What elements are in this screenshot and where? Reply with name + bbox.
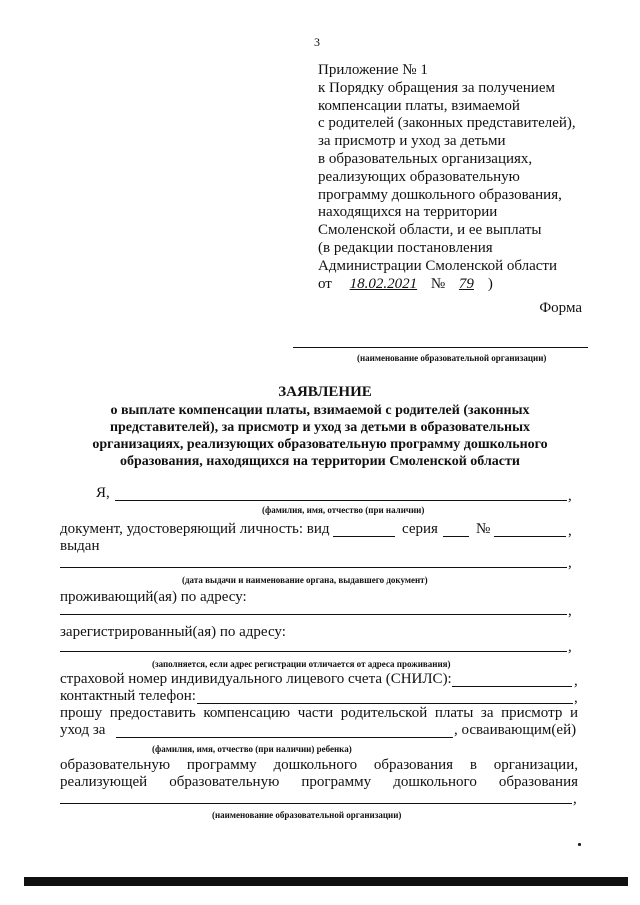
comma: ,: [568, 639, 572, 655]
series-field[interactable]: [443, 536, 469, 537]
appendix-line: Смоленской области, и ее выплаты: [318, 222, 542, 239]
appendix-line: Администрации Смоленской области: [318, 257, 557, 274]
document-label: документ, удостоверяющий личность: вид: [60, 521, 330, 537]
form-label: Форма: [539, 300, 582, 316]
document-subtitle: [60, 402, 580, 470]
close-paren: ): [487, 275, 493, 292]
issued-field[interactable]: [60, 567, 567, 568]
snils-field[interactable]: [452, 686, 572, 687]
comma: ,: [573, 791, 577, 807]
child-caption: (фамилия, имя, отчество (при наличии) ребенка): [152, 744, 352, 754]
appendix-header: [318, 62, 618, 293]
subtitle-line: образования, находящихся на территории Смоленской области: [120, 454, 520, 469]
appendix-line: к Порядку обращения за получением: [318, 79, 555, 96]
ya-label: Я,: [96, 485, 110, 501]
comma: ,: [574, 690, 578, 706]
doc-number-label: №: [476, 521, 491, 537]
comma: ,: [568, 555, 572, 571]
comma: ,: [568, 488, 572, 504]
appendix-line: с родителей (законных представителей),: [318, 115, 576, 132]
organization-name-line[interactable]: [293, 347, 588, 348]
issued-label: выдан: [60, 538, 100, 554]
subtitle-line: о выплате компенсации платы, взимаемой с родителей (законных: [110, 403, 530, 418]
registered-address-field[interactable]: [60, 651, 567, 652]
comma: ,: [568, 603, 572, 619]
document-type-field[interactable]: [333, 536, 395, 537]
handwritten-date: 18.02.2021: [349, 275, 418, 292]
snils-label: страховой номер индивидуального лицевого счета (СНИЛС):: [60, 671, 452, 687]
issued-caption: (дата выдачи и наименование органа, выдавшего документ): [182, 575, 428, 585]
appendix-line: находящихся на территории: [318, 204, 498, 221]
appendix-line: Приложение № 1: [318, 62, 428, 78]
date-prefix: от: [318, 275, 332, 292]
care-label: уход за: [60, 722, 106, 738]
mastering-label: , осваивающим(ей): [454, 722, 577, 738]
series-label: серия: [402, 521, 438, 537]
appendix-line: за присмотр и уход за детьми: [318, 133, 506, 150]
organization-caption: (наименование образовательной организации): [357, 353, 547, 363]
child-name-field[interactable]: [116, 737, 453, 738]
appendix-line: программу дошкольного образования,: [318, 186, 562, 203]
residence-address-field[interactable]: [60, 614, 567, 615]
scan-edge-bar: [24, 877, 628, 886]
doc-number-field[interactable]: [494, 536, 566, 537]
scan-speck: [578, 843, 581, 846]
subtitle-line: представителей), за присмотр и уход за детьми в образовательных: [109, 420, 531, 435]
registered-label: зарегистрированный(ая) по адресу:: [60, 624, 286, 640]
document-title: ЗАЯВЛЕНИЕ: [278, 384, 372, 400]
program-line: реализующей образовательную программу дошкольного образования: [60, 774, 578, 790]
subtitle-line: организациях, реализующих образовательную программу дошкольного: [92, 437, 548, 452]
comma: ,: [574, 673, 578, 689]
residence-label: проживающий(ая) по адресу:: [60, 589, 247, 605]
appendix-line: компенсации платы, взимаемой: [318, 97, 520, 114]
page-number: 3: [314, 35, 320, 49]
fio-caption: (фамилия, имя, отчество (при наличии): [262, 505, 425, 515]
fio-field[interactable]: [115, 500, 567, 501]
handwritten-number: 79: [458, 275, 474, 292]
appendix-line: реализующих образовательную: [318, 168, 520, 185]
registered-caption: (заполняется, если адрес регистрации отличается от адреса проживания): [152, 659, 451, 669]
appendix-line: (в редакции постановления: [318, 239, 493, 256]
program-line: образовательную программу дошкольного образования в организации,: [60, 757, 578, 773]
comma: ,: [568, 523, 572, 539]
phone-field[interactable]: [197, 703, 573, 704]
organization-field[interactable]: [60, 803, 572, 804]
phone-label: контактный телефон:: [60, 688, 196, 704]
request-text: прошу предоставить компенсацию части родительской платы за присмотр и: [60, 705, 578, 721]
resolution-date-line: [318, 276, 618, 294]
appendix-line: в образовательных организациях,: [318, 150, 533, 167]
number-prefix: №: [430, 275, 446, 292]
organization-caption-2: (наименование образовательной организации): [212, 810, 402, 820]
